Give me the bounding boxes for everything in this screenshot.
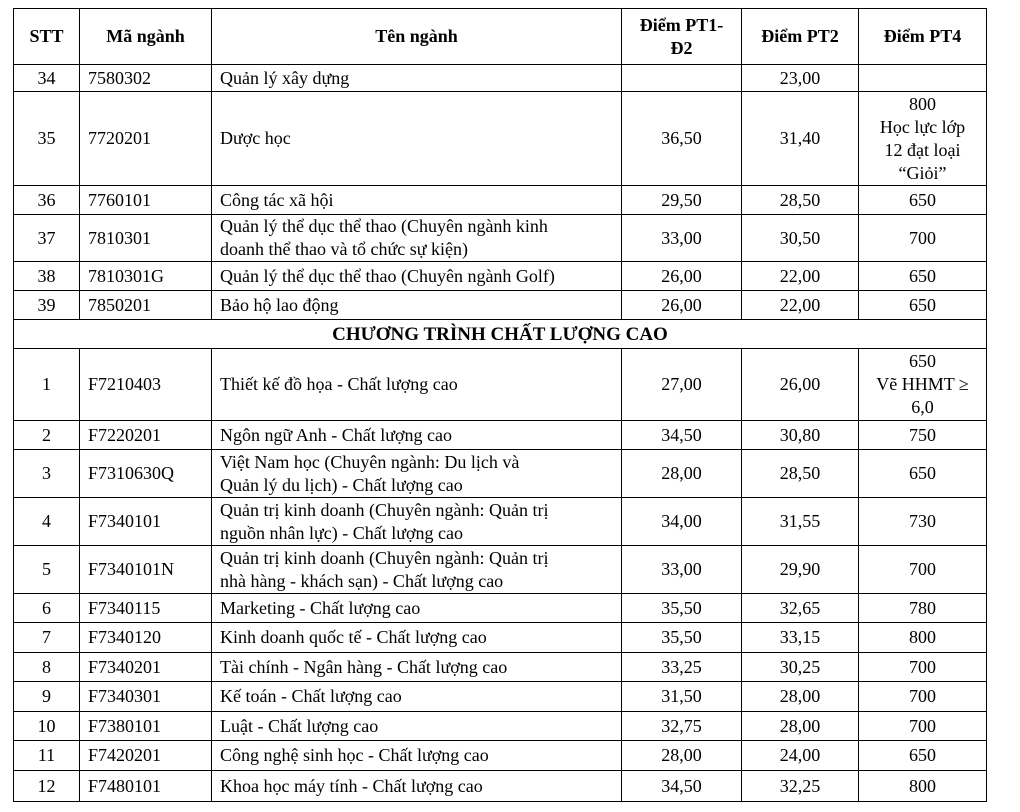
cell-ma-nganh: F7340115 [80, 594, 212, 623]
cell-ten-nganh: Quản lý thể dục thể thao (Chuyên ngành kinh doanh thể thao và tổ chức sự kiện) [212, 215, 622, 262]
table-body-high-quality [14, 349, 987, 802]
cell-pt4: 700 [859, 546, 987, 594]
cell-pt1: 35,50 [622, 594, 742, 623]
cell-pt1: 28,00 [622, 741, 742, 771]
cell-stt: 38 [14, 262, 80, 291]
cell-pt4: 800 Học lực lớp 12 đạt loại “Giỏi” [859, 92, 987, 186]
cell-stt: 7 [14, 623, 80, 653]
cell-pt2: 30,25 [742, 653, 859, 682]
cell-ten-nganh: Quản lý xây dựng [212, 65, 622, 92]
cell-pt2: 22,00 [742, 291, 859, 320]
cell-ma-nganh: F7340101N [80, 546, 212, 594]
cell-pt1: 26,00 [622, 262, 742, 291]
cell-ma-nganh: 7720201 [80, 92, 212, 186]
header-row [14, 9, 987, 65]
cell-ten-nganh: Công tác xã hội [212, 186, 622, 215]
table-body-regular [14, 65, 987, 320]
cell-stt: 8 [14, 653, 80, 682]
section-title: CHƯƠNG TRÌNH CHẤT LƯỢNG CAO [14, 320, 987, 349]
table-row [14, 594, 987, 623]
table-body-section [14, 320, 987, 349]
cell-ten-nganh: Tài chính - Ngân hàng - Chất lượng cao [212, 653, 622, 682]
cell-ma-nganh: F7420201 [80, 741, 212, 771]
cell-pt4: 700 [859, 712, 987, 741]
cell-ma-nganh: F7210403 [80, 349, 212, 421]
cell-ma-nganh: F7480101 [80, 771, 212, 802]
cell-pt2: 24,00 [742, 741, 859, 771]
cell-ma-nganh: F7340301 [80, 682, 212, 712]
header-stt: STT [14, 9, 80, 65]
cell-ma-nganh: 7760101 [80, 186, 212, 215]
cell-pt1: 28,00 [622, 450, 742, 498]
cell-pt1: 35,50 [622, 623, 742, 653]
table-row [14, 291, 987, 320]
cell-ten-nganh: Quản lý thể dục thể thao (Chuyên ngành Golf) [212, 262, 622, 291]
table-row [14, 65, 987, 92]
cell-pt2: 28,00 [742, 712, 859, 741]
cell-pt1: 34,50 [622, 421, 742, 450]
table-row [14, 349, 987, 421]
cell-pt4 [859, 65, 987, 92]
cell-ma-nganh: 7850201 [80, 291, 212, 320]
cell-ma-nganh: F7340101 [80, 498, 212, 546]
cell-ten-nganh: Việt Nam học (Chuyên ngành: Du lịch và Quản lý du lịch) - Chất lượng cao [212, 450, 622, 498]
cell-ten-nganh: Marketing - Chất lượng cao [212, 594, 622, 623]
cell-pt2: 31,40 [742, 92, 859, 186]
admission-score-table [13, 8, 987, 802]
cell-pt2: 32,25 [742, 771, 859, 802]
table-row [14, 186, 987, 215]
cell-stt: 4 [14, 498, 80, 546]
cell-pt2: 22,00 [742, 262, 859, 291]
cell-pt1: 34,00 [622, 498, 742, 546]
cell-pt4: 730 [859, 498, 987, 546]
table-row [14, 653, 987, 682]
cell-stt: 36 [14, 186, 80, 215]
cell-ten-nganh: Khoa học máy tính - Chất lượng cao [212, 771, 622, 802]
cell-pt1: 29,50 [622, 186, 742, 215]
cell-stt: 1 [14, 349, 80, 421]
cell-ten-nganh: Công nghệ sinh học - Chất lượng cao [212, 741, 622, 771]
cell-stt: 9 [14, 682, 80, 712]
cell-ma-nganh: F7340201 [80, 653, 212, 682]
cell-pt1: 32,75 [622, 712, 742, 741]
cell-pt2: 28,50 [742, 186, 859, 215]
table-row [14, 450, 987, 498]
cell-stt: 37 [14, 215, 80, 262]
cell-ma-nganh: F7340120 [80, 623, 212, 653]
cell-pt2: 23,00 [742, 65, 859, 92]
cell-ten-nganh: Quản trị kinh doanh (Chuyên ngành: Quản trị nhà hàng - khách sạn) - Chất lượng cao [212, 546, 622, 594]
table-row [14, 421, 987, 450]
table-row [14, 741, 987, 771]
cell-pt4: 700 [859, 682, 987, 712]
header-pt1: Điểm PT1- Đ2 [622, 9, 742, 65]
cell-pt1: 26,00 [622, 291, 742, 320]
cell-stt: 39 [14, 291, 80, 320]
cell-pt1: 33,00 [622, 546, 742, 594]
cell-stt: 12 [14, 771, 80, 802]
cell-stt: 34 [14, 65, 80, 92]
section-row [14, 320, 987, 349]
cell-pt1: 36,50 [622, 92, 742, 186]
cell-ma-nganh: 7810301 [80, 215, 212, 262]
cell-pt2: 29,90 [742, 546, 859, 594]
cell-stt: 11 [14, 741, 80, 771]
cell-pt2: 28,00 [742, 682, 859, 712]
cell-pt2: 26,00 [742, 349, 859, 421]
cell-ten-nganh: Ngôn ngữ Anh - Chất lượng cao [212, 421, 622, 450]
cell-stt: 2 [14, 421, 80, 450]
cell-ten-nganh: Kế toán - Chất lượng cao [212, 682, 622, 712]
table-row [14, 682, 987, 712]
cell-pt2: 33,15 [742, 623, 859, 653]
cell-ma-nganh: F7310630Q [80, 450, 212, 498]
cell-pt4: 650 [859, 291, 987, 320]
table-row [14, 262, 987, 291]
cell-stt: 6 [14, 594, 80, 623]
cell-pt1: 31,50 [622, 682, 742, 712]
cell-pt1: 34,50 [622, 771, 742, 802]
cell-pt4: 800 [859, 771, 987, 802]
cell-ten-nganh: Luật - Chất lượng cao [212, 712, 622, 741]
cell-ten-nganh: Thiết kế đồ họa - Chất lượng cao [212, 349, 622, 421]
cell-pt4: 700 [859, 215, 987, 262]
table-row [14, 771, 987, 802]
cell-ten-nganh: Quản trị kinh doanh (Chuyên ngành: Quản trị nguồn nhân lực) - Chất lượng cao [212, 498, 622, 546]
cell-ma-nganh: 7810301G [80, 262, 212, 291]
cell-pt4: 650 [859, 741, 987, 771]
cell-ma-nganh: 7580302 [80, 65, 212, 92]
cell-pt1 [622, 65, 742, 92]
cell-pt2: 32,65 [742, 594, 859, 623]
cell-stt: 35 [14, 92, 80, 186]
cell-ten-nganh: Kinh doanh quốc tế - Chất lượng cao [212, 623, 622, 653]
header-pt2: Điểm PT2 [742, 9, 859, 65]
cell-stt: 3 [14, 450, 80, 498]
header-ma-nganh: Mã ngành [80, 9, 212, 65]
cell-pt2: 31,55 [742, 498, 859, 546]
cell-pt4: 700 [859, 653, 987, 682]
cell-pt4: 650 [859, 186, 987, 215]
cell-pt4: 780 [859, 594, 987, 623]
cell-pt4: 650 [859, 450, 987, 498]
table-row [14, 623, 987, 653]
cell-pt4: 650 [859, 262, 987, 291]
table-row [14, 546, 987, 594]
cell-pt4: 800 [859, 623, 987, 653]
cell-pt4: 650 Vẽ HHMT ≥ 6,0 [859, 349, 987, 421]
cell-ten-nganh: Bảo hộ lao động [212, 291, 622, 320]
cell-stt: 5 [14, 546, 80, 594]
cell-pt2: 30,80 [742, 421, 859, 450]
cell-ma-nganh: F7380101 [80, 712, 212, 741]
cell-pt4: 750 [859, 421, 987, 450]
cell-pt1: 33,25 [622, 653, 742, 682]
cell-pt1: 33,00 [622, 215, 742, 262]
table-row [14, 498, 987, 546]
header-pt4: Điểm PT4 [859, 9, 987, 65]
cell-stt: 10 [14, 712, 80, 741]
table-row [14, 712, 987, 741]
cell-pt2: 28,50 [742, 450, 859, 498]
header-ten-nganh: Tên ngành [212, 9, 622, 65]
cell-pt2: 30,50 [742, 215, 859, 262]
cell-pt1: 27,00 [622, 349, 742, 421]
table-row [14, 215, 987, 262]
cell-ten-nganh: Dược học [212, 92, 622, 186]
cell-ma-nganh: F7220201 [80, 421, 212, 450]
table-row [14, 92, 987, 186]
